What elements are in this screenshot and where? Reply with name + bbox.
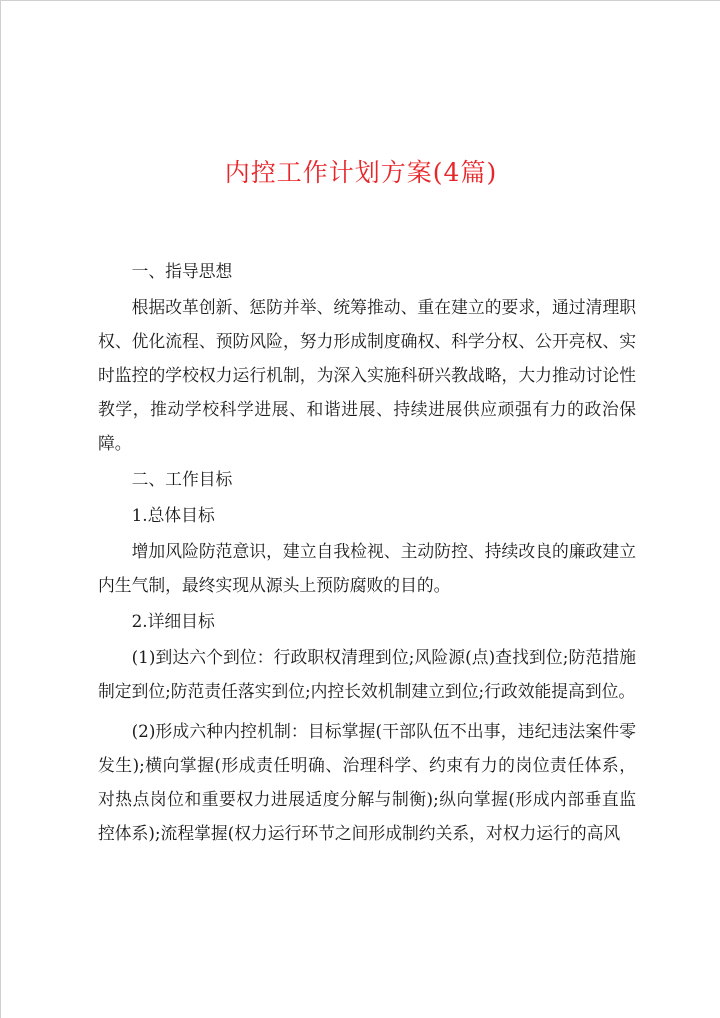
paragraph: (2)形成六种内控机制：目标掌握(干部队伍不出事，违纪违法案件零发生);横向掌握(形成责任明确、治理科学、约束有力的岗位责任体系，对热点岗位和重要权力进展适度分解与制衡);纵向掌握(形成内部垂直监控体系);流程掌握(权力运行环节之间形成制约关系，对权力运行的高风	[98, 721, 636, 843]
subsection-heading: 2.详细目标	[131, 611, 215, 631]
document-body	[98, 254, 636, 852]
paragraph: (1)到达六个到位：行政职权清理到位;风险源(点)查找到位;防范措施制定到位;防范责任落实到位;内控长效机制建立到位;行政效能提高到位。	[98, 647, 636, 701]
subsection-heading: 1.总体目标	[131, 505, 215, 525]
paragraph: 根据改革创新、惩防并举、统筹推动、重在建立的要求，通过清理职权、优化流程、预防风险，努力形成制度确权、科学分权、公开亮权、实时监控的学校权力运行机制，为深入实施科研兴教战略，大力推动讨论性教学，推动学校科学进展、和谐进展、持续进展供应顽强有力的政治保障。	[98, 297, 636, 453]
document-title: 内控工作计划方案(4篇)	[224, 158, 498, 187]
section-heading: 一、指导思想	[131, 261, 233, 281]
section-heading: 二、工作目标	[131, 469, 233, 489]
paragraph: 增加风险防范意识，建立自我检视、主动防控、持续改良的廉政建立内生气制，最终实现从源头上预防腐败的目的。	[98, 541, 636, 595]
